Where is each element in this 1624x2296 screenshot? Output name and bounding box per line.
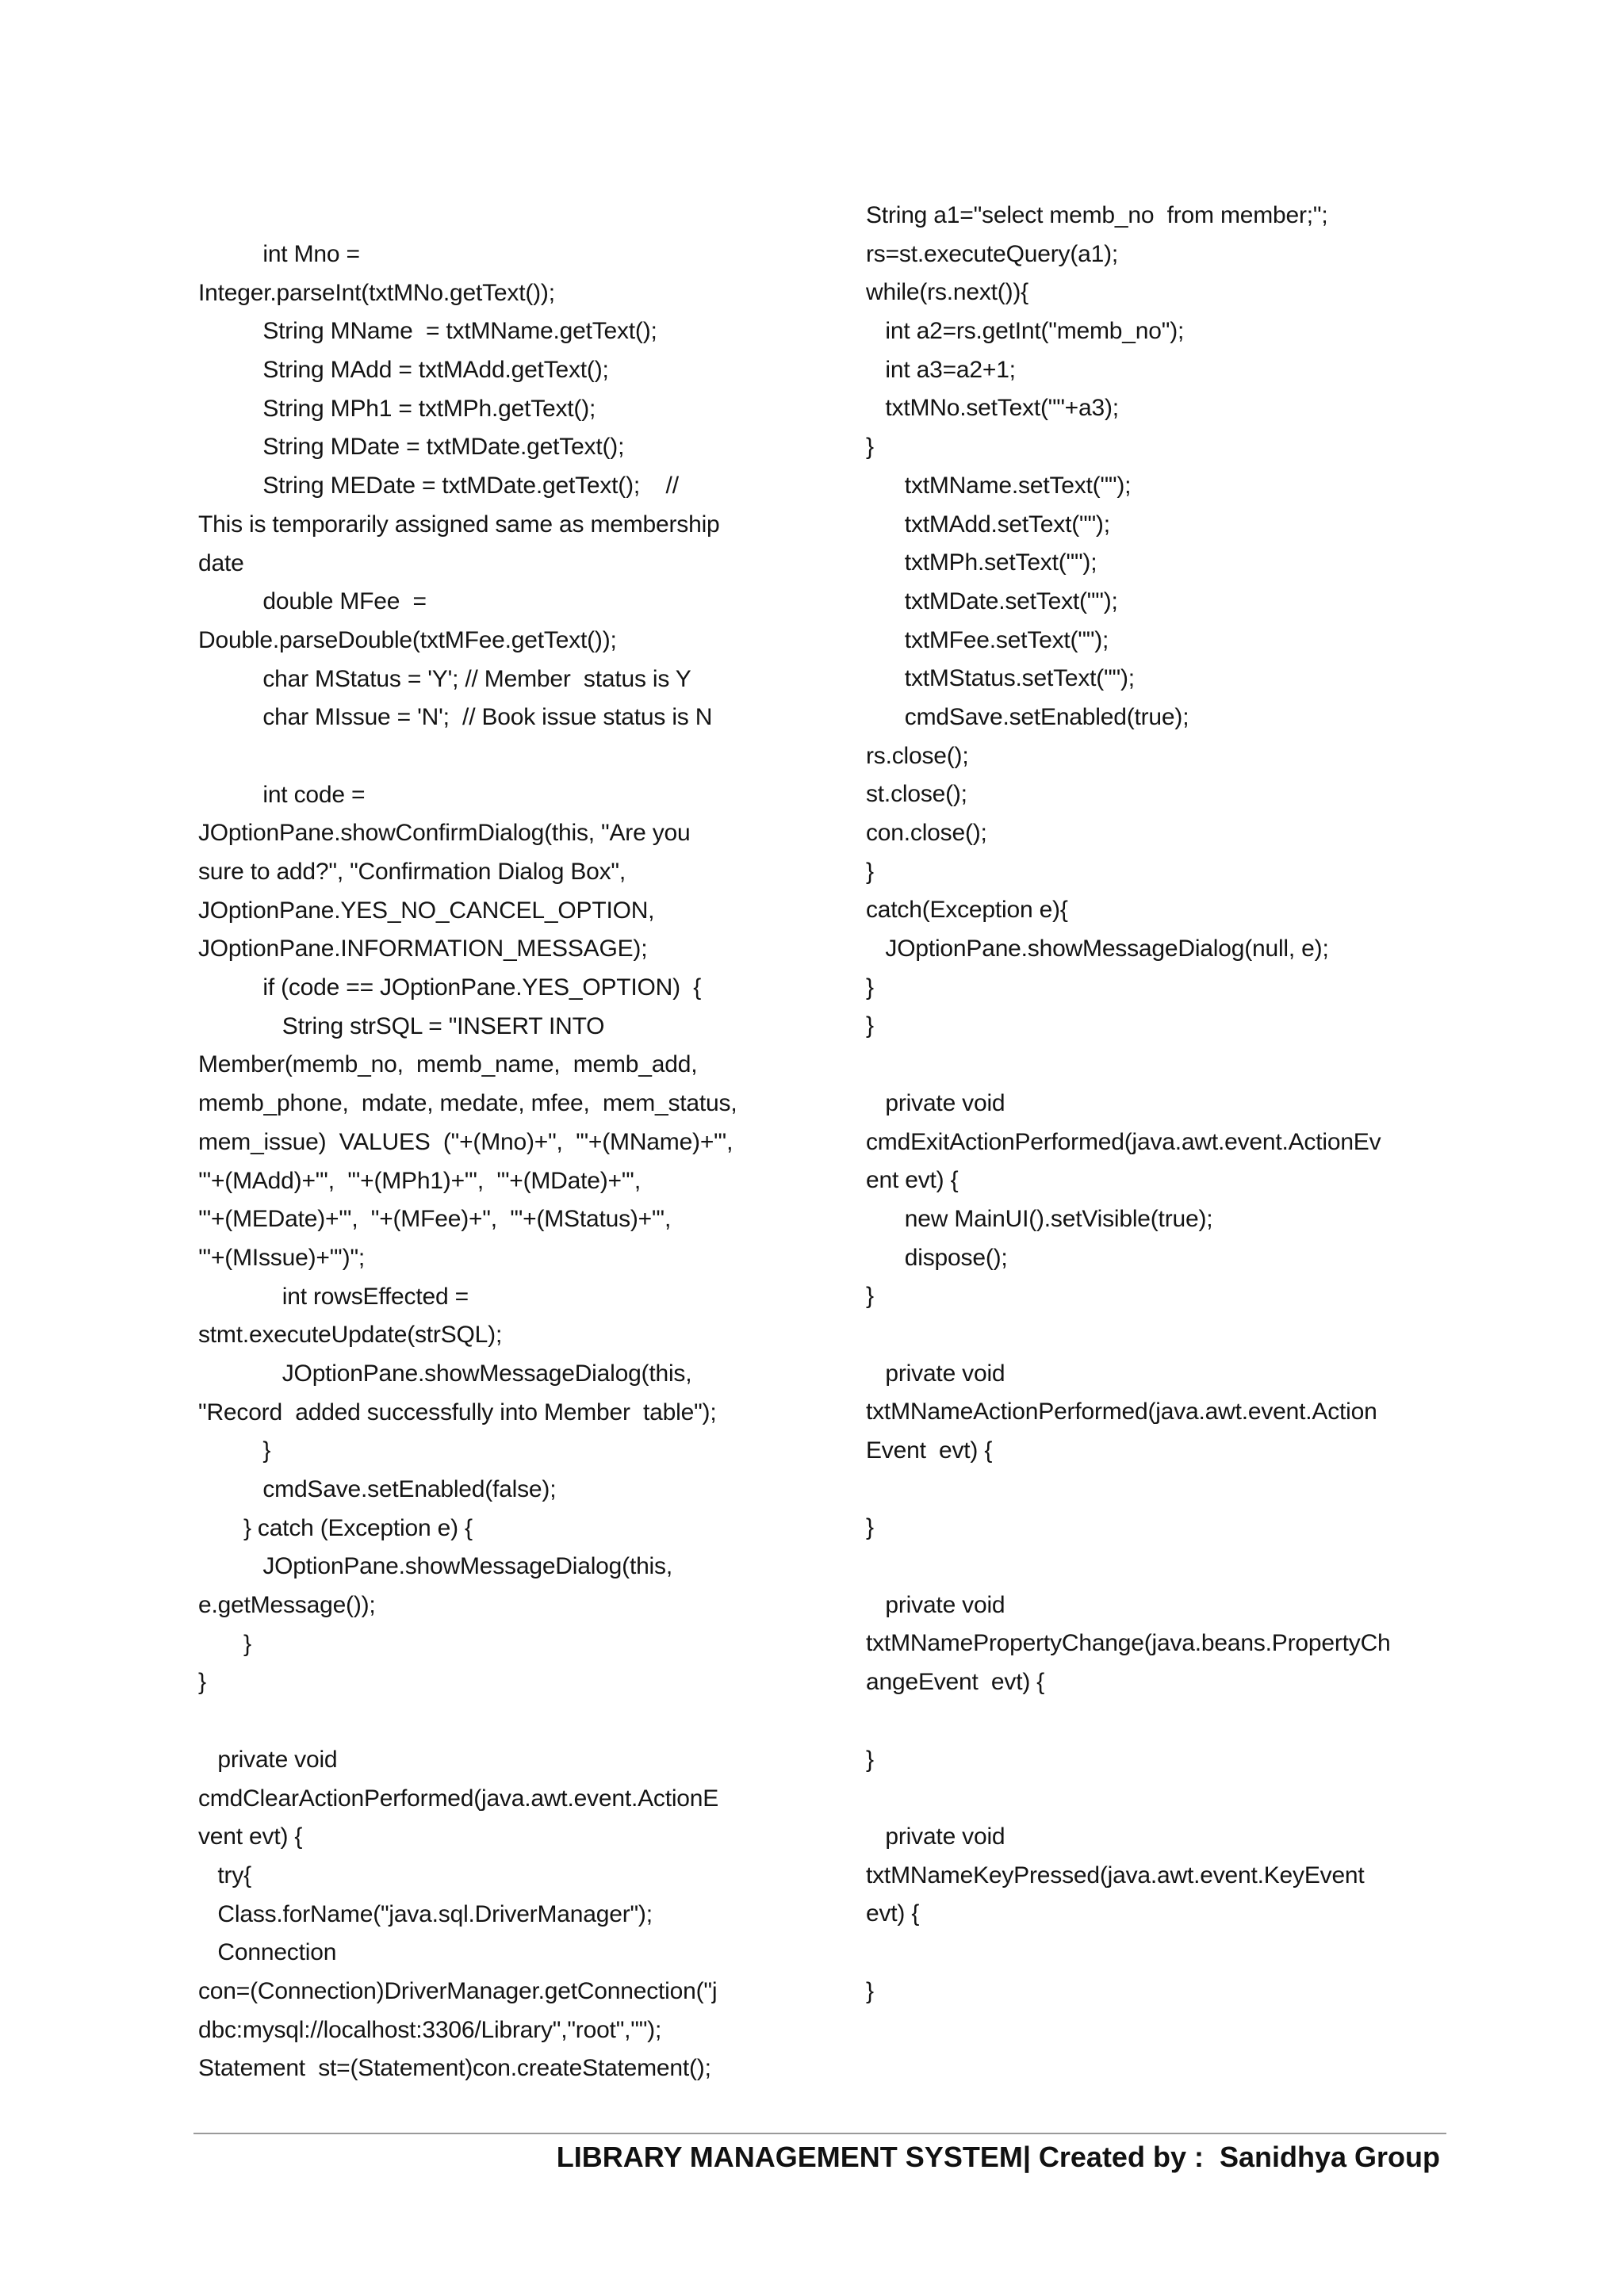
code-line: } catch (Exception e) {: [198, 1514, 473, 1541]
code-line: new MainUI().setVisible(true);: [866, 1205, 1213, 1232]
code-line: if (code == JOptionPane.YES_OPTION) {: [198, 974, 702, 1001]
code-line: JOptionPane.YES_NO_CANCEL_OPTION,: [198, 897, 655, 924]
code-line: }: [198, 1630, 251, 1657]
code-line: [866, 1316, 1477, 1355]
code-line: int a2=rs.getInt("memb_no");: [866, 318, 1185, 345]
code-line: }: [866, 1012, 874, 1039]
code-line: '"+(MAdd)+"', '"+(MPh1)+"', '"+(MDate)+"',: [198, 1167, 641, 1194]
code-line: JOptionPane.INFORMATION_MESSAGE);: [198, 936, 648, 962]
code-line: }: [866, 1283, 874, 1310]
code-line: double MFee =: [198, 588, 427, 615]
code-line: cmdSave.setEnabled(true);: [866, 703, 1189, 730]
code-line: txtMAdd.setText("");: [866, 511, 1110, 538]
code-line: }: [198, 1437, 271, 1464]
code-line: txtMName.setText("");: [866, 472, 1132, 499]
code-line: Double.parseDouble(txtMFee.getText());: [198, 626, 617, 653]
code-line: }: [866, 1514, 874, 1541]
code-line: stmt.executeUpdate(strSQL);: [198, 1322, 503, 1349]
code-line: JOptionPane.showConfirmDialog(this, "Are you: [198, 820, 691, 847]
code-line: cmdExitActionPerformed(java.awt.event.ActionEv: [866, 1128, 1381, 1155]
code-line: int a3=a2+1;: [866, 356, 1016, 383]
code-line: cmdClearActionPerformed(java.awt.event.ActionE: [198, 1785, 719, 1812]
code-line: dbc:mysql://localhost:3306/Library","root","");: [198, 2016, 662, 2043]
code-line: }: [866, 434, 874, 461]
code-line: JOptionPane.showMessageDialog(this,: [198, 1360, 692, 1387]
code-line: "Record added successfully into Member table");: [198, 1399, 717, 1425]
code-line: txtMDate.setText("");: [866, 587, 1118, 614]
page-footer: LIBRARY MANAGEMENT SYSTEM| Created by : Sanidhya Group: [556, 2141, 1440, 2173]
code-line: private void: [198, 1746, 338, 1773]
code-line: char MStatus = 'Y'; // Member status is Y: [198, 665, 691, 692]
code-line: con.close();: [866, 820, 987, 846]
code-line: String strSQL = "INSERT INTO: [198, 1012, 605, 1039]
left-code-column: [198, 235, 809, 2088]
code-line: String MAdd = txtMAdd.getText();: [198, 357, 609, 384]
code-line: mem_issue) VALUES ("+(Mno)+", '"+(MName)+"',: [198, 1128, 733, 1155]
code-line: txtMNameKeyPressed(java.awt.event.KeyEvent: [866, 1862, 1365, 1888]
code-line: int rowsEffected =: [198, 1283, 469, 1310]
code-line: String a1="select memb_no from member;";: [866, 202, 1328, 228]
code-line: [198, 737, 809, 776]
code-line: ent evt) {: [866, 1167, 959, 1194]
footer-divider: [193, 2133, 1446, 2134]
code-line: [866, 1548, 1477, 1586]
code-line: txtMStatus.setText("");: [866, 665, 1135, 692]
code-line: JOptionPane.showMessageDialog(null, e);: [866, 936, 1329, 962]
code-line: sure to add?", "Confirmation Dialog Box",: [198, 859, 626, 885]
code-line: [198, 1702, 809, 1741]
code-line: txtMFee.setText("");: [866, 626, 1109, 653]
code-line: e.getMessage());: [198, 1592, 376, 1619]
code-line: String MPh1 = txtMPh.getText();: [198, 395, 596, 422]
code-line: txtMNamePropertyChange(java.beans.PropertyCh: [866, 1630, 1391, 1657]
code-line: rs.close();: [866, 742, 969, 769]
code-line: vent evt) {: [198, 1823, 303, 1850]
code-line: JOptionPane.showMessageDialog(this,: [198, 1553, 672, 1580]
code-line: rs=st.executeQuery(a1);: [866, 240, 1119, 267]
code-line: con=(Connection)DriverManager.getConnection("j: [198, 1977, 718, 2004]
code-line: memb_phone, mdate, medate, mfee, mem_status,: [198, 1090, 737, 1117]
code-line: String MEDate = txtMDate.getText(); //: [198, 473, 679, 499]
code-line: }: [866, 858, 874, 885]
code-line: [866, 1702, 1477, 1741]
code-line: }: [866, 1977, 874, 2004]
code-line: Event evt) {: [866, 1437, 993, 1464]
code-line: private void: [866, 1360, 1005, 1387]
code-line: [866, 1471, 1477, 1510]
code-line: private void: [866, 1591, 1005, 1618]
code-line: evt) {: [866, 1900, 920, 1927]
code-line: Integer.parseInt(txtMNo.getText());: [198, 279, 555, 306]
right-code-column: [866, 197, 1477, 2011]
code-line: catch(Exception e){: [866, 897, 1068, 924]
code-line: Class.forName("java.sql.DriverManager");: [198, 1900, 653, 1927]
code-line: angeEvent evt) {: [866, 1669, 1045, 1696]
code-line: '"+(MEDate)+"', "+(MFee)+", '"+(MStatus)+"',: [198, 1206, 672, 1233]
code-line: Member(memb_no, memb_name, memb_add,: [198, 1051, 698, 1078]
code-line: This is temporarily assigned same as membership: [198, 511, 720, 538]
code-line: txtMNo.setText(""+a3);: [866, 395, 1119, 422]
code-line: cmdSave.setEnabled(false);: [198, 1476, 557, 1502]
code-line: int code =: [198, 781, 366, 808]
code-line: }: [198, 1669, 206, 1696]
code-line: [866, 1046, 1477, 1085]
code-line: private void: [866, 1089, 1005, 1116]
code-line: txtMNameActionPerformed(java.awt.event.Action: [866, 1399, 1377, 1425]
code-line: private void: [866, 1823, 1005, 1850]
code-line: while(rs.next()){: [866, 279, 1028, 306]
code-line: txtMPh.setText("");: [866, 549, 1097, 576]
code-line: Statement st=(Statement)con.createStatement();: [198, 2055, 711, 2082]
code-line: }: [866, 1746, 874, 1773]
code-line: [866, 1779, 1477, 1818]
code-line: int Mno =: [198, 241, 360, 267]
code-line: st.close();: [866, 781, 967, 808]
code-line: }: [866, 974, 874, 1001]
code-line: date: [198, 549, 244, 576]
code-line: String MName = txtMName.getText();: [198, 318, 657, 345]
code-line: String MDate = txtMDate.getText();: [198, 434, 625, 461]
code-line: '"+(MIssue)+"')";: [198, 1244, 366, 1271]
code-line: try{: [198, 1862, 251, 1888]
code-line: dispose();: [866, 1244, 1008, 1271]
code-line: Connection: [198, 1939, 337, 1966]
code-line: [866, 1934, 1477, 1973]
code-line: char MIssue = 'N'; // Book issue status is N: [198, 704, 713, 731]
